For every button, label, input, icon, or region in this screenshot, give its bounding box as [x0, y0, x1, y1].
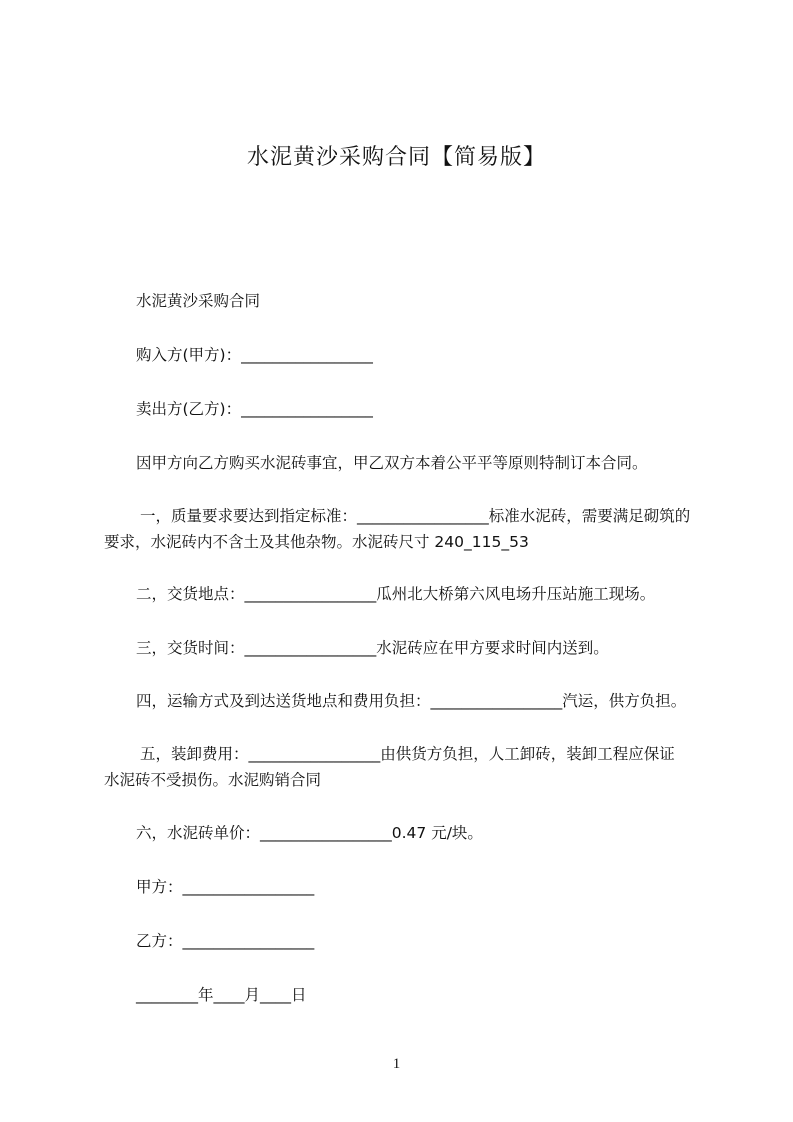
page-number: 1	[392, 1056, 401, 1072]
seller-line: 卖出方(乙方)：_________________	[136, 400, 373, 418]
contract-heading: 水泥黄沙采购合同	[136, 292, 261, 310]
clause-2: 二，交货地点：_________________瓜州北大桥第六风电场升压站施工现场。	[136, 585, 656, 603]
clause-1-line-2: 要求，水泥砖内不含土及其他杂物。水泥砖尺寸 240_115_53	[104, 533, 529, 551]
date-line: ________年____月____日	[136, 986, 307, 1004]
clause-1	[104, 503, 709, 555]
clause-3: 三，交货时间：_________________水泥砖应在甲方要求时间内送到。	[136, 639, 609, 657]
clause-4: 四，运输方式及到达送货地点和费用负担：_________________汽运，供方负担。	[136, 692, 687, 710]
clause-5-line-2: 水泥砖不受损伤。水泥购销合同	[104, 771, 322, 789]
clause-5-line-1: 五，装卸费用：_________________由供货方负担，人工卸砖，装卸工程应保证	[140, 745, 675, 763]
intro-paragraph: 因甲方向乙方购买水泥砖事宜，甲乙双方本着公平平等原则特制订本合同。	[136, 454, 648, 472]
buyer-line: 购入方(甲方)：_________________	[136, 346, 373, 364]
party-a-signature: 甲方：_________________	[136, 878, 315, 896]
clause-6: 六，水泥砖单价：_________________0.47 元/块。	[136, 824, 483, 842]
party-b-signature: 乙方：_________________	[136, 932, 315, 950]
document-title: 水泥黄沙采购合同【简易版】	[246, 145, 546, 170]
clause-1-line-1: 一，质量要求要达到指定标准：_________________标准水泥砖，需要满足砌筑的	[140, 507, 691, 525]
clause-5	[104, 741, 709, 793]
